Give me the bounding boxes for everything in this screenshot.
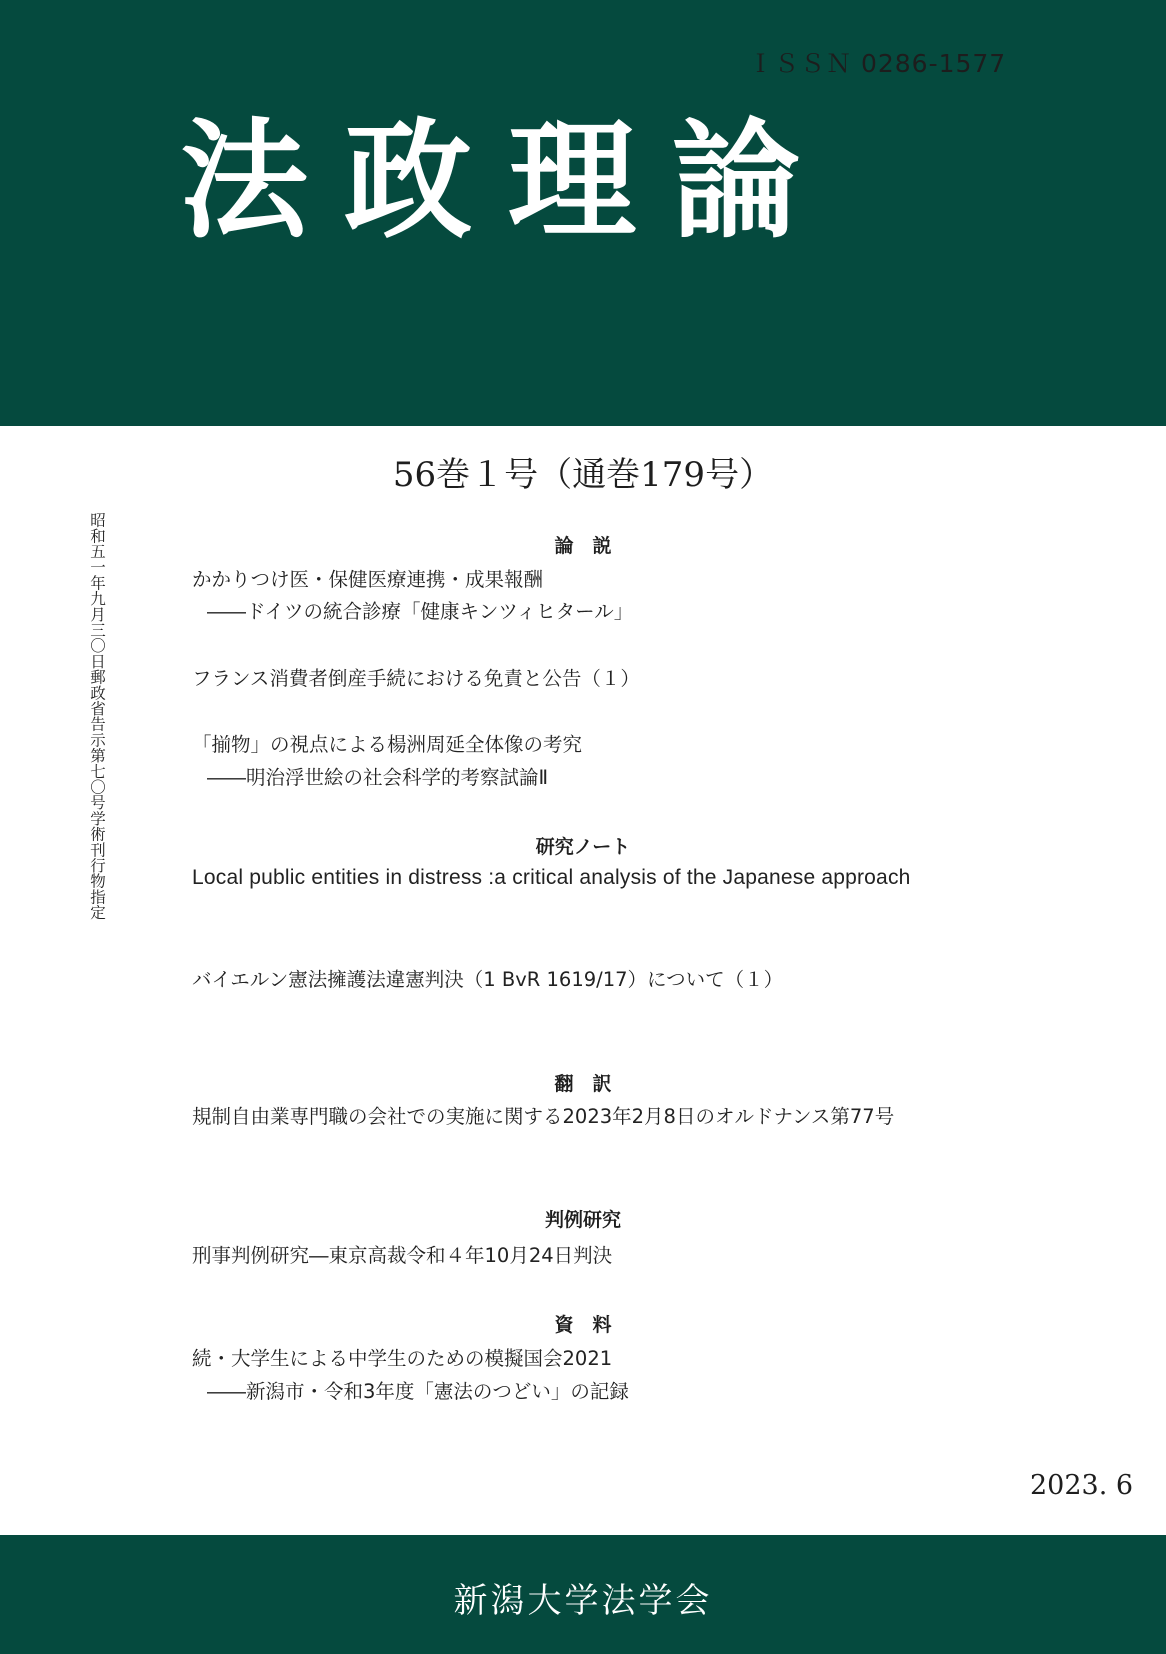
article-title: かかりつけ医・保健医療連携・成果報酬 — [192, 568, 544, 591]
section-heading-honyaku: 翻 訳 — [554, 1073, 612, 1095]
article-title: フランス消費者倒産手続における免責と公告（１） — [192, 667, 640, 690]
section-heading-kenkyu-note: 研究ノート — [535, 836, 631, 858]
article-title: 刑事判例研究―東京高裁令和４年10月24日判決 — [192, 1244, 613, 1267]
article-subtitle: ――明治浮世絵の社会科学的考察試論Ⅱ — [207, 766, 549, 789]
issue-date: 2023. 6 — [1030, 1470, 1134, 1501]
article-subtitle: ――新潟市・令和3年度「憲法のつどい」の記録 — [207, 1380, 629, 1403]
section-heading-hanrei: 判例研究 — [544, 1209, 621, 1231]
article-title: 規制自由業専門職の会社での実施に関する2023年2月8日のオルドナンス第77号 — [192, 1105, 895, 1128]
article-title: Local public entities in distress :a critical analysis of the Japanese approach — [192, 866, 911, 889]
journal-title: 法政理論 — [180, 107, 837, 256]
bottom-band — [0, 1535, 1166, 1654]
section-heading-ronsetsu: 論 説 — [554, 535, 612, 557]
volume-number: 56巻１号（通巻179号） — [392, 455, 774, 495]
section-heading-shiryo: 資 料 — [554, 1314, 612, 1336]
postal-registration-note: 昭和五一年九月三〇日郵政省告示第七〇号学術刊行物指定 — [88, 512, 106, 921]
article-title: 続・大学生による中学生のための模擬国会2021 — [192, 1347, 613, 1370]
top-band — [0, 0, 1166, 426]
article-title: 「揃物」の視点による楊洲周延全体像の考究 — [192, 733, 583, 756]
issn: ＩＳＳＮ 0286-1577 — [748, 49, 1007, 78]
publisher-name: 新潟大学法学会 — [453, 1581, 713, 1621]
article-subtitle: ――ドイツの統合診療「健康キンツィヒタール」 — [207, 600, 634, 623]
article-title: バイエルン憲法擁護法違憲判決（1 BvR 1619/17）について（１） — [192, 968, 784, 991]
